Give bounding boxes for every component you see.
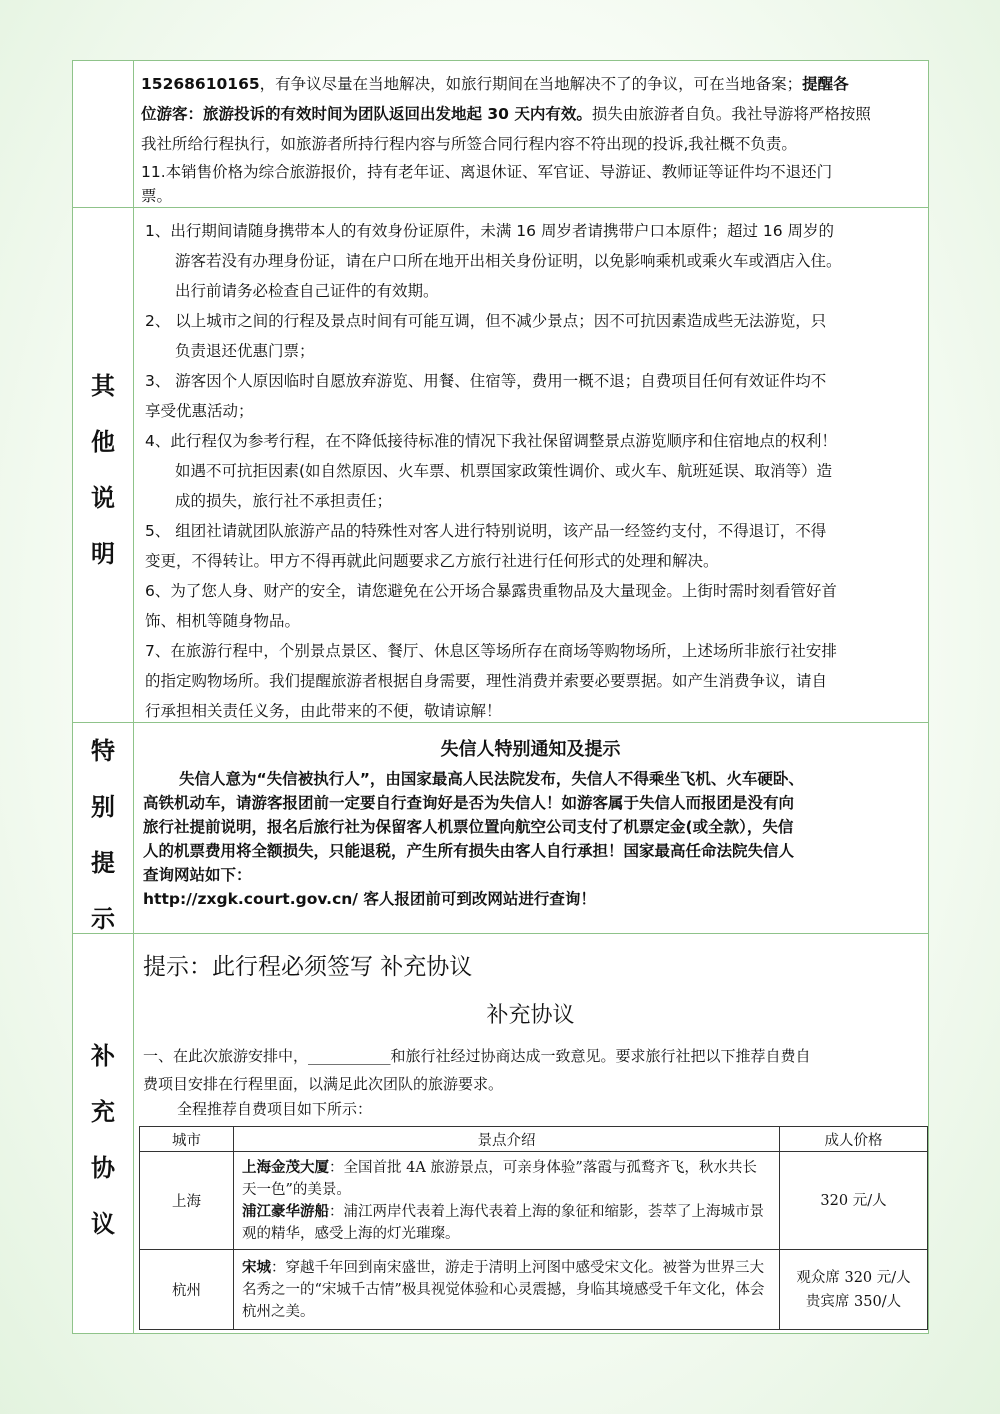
agreement-title: 补充协议	[486, 1003, 575, 1028]
note-line: 5、 组团社请就团队旅游产品的特殊性对客人进行特别说明，该产品一经签约支付，不得退订，不得	[145, 522, 827, 540]
price-line: 贵宾席 350/人	[805, 1293, 902, 1310]
header-description: 景点介绍	[234, 1127, 780, 1152]
label-char: 其	[91, 372, 115, 400]
note-line: 出行前请务必检查自己证件的有效期。	[175, 282, 439, 300]
intro-line: 费项目安排在行程里面，以满足此次团队的旅游要求。	[143, 1075, 504, 1093]
spot-name: 宋城	[242, 1259, 271, 1276]
spot-text: ：浦江两岸代表着上海代表着上海的象征和缩影，荟萃了上海城市景观的精华，感受上海的灯光璀璨。	[242, 1203, 764, 1242]
terms-line: 我社所给行程执行，如旅游者所持行程内容与所签合同行程内容不符出现的投诉,我社概不负责。	[141, 135, 797, 153]
header-city: 城市	[140, 1127, 234, 1152]
note-line: 的指定购物场所。我们提醒旅游者根据自身需要，理性消费并索要必要票据。如产生消费争议，请自	[145, 672, 828, 690]
note-line: 饰、相机等随身物品。	[145, 612, 301, 630]
note-line: 负责退还优惠门票；	[175, 342, 315, 360]
spot-text: ：穿越千年回到南宋盛世，游走于清明上河图中感受宋文化。被誉为世界三大名秀之一的“宋城千古情”极具视觉体验和心灵震撼，身临其境感受千年文化，体会杭州之美。	[242, 1259, 765, 1320]
table-row	[140, 1152, 928, 1250]
section-label	[73, 723, 134, 933]
spot-name: 上海金茂大厦	[242, 1159, 329, 1176]
section-content	[133, 934, 928, 1333]
note-line: 2、 以上城市之间的行程及景点时间有可能互调，但不减少景点；因不可抗因素造成些无法游览，只	[145, 312, 827, 330]
notice-line: 失信人意为“失信被执行人”，由国家最高人民法院发布，失信人不得乘坐飞机、火车硬卧、	[179, 770, 804, 788]
note-line: 享受优惠活动；	[145, 402, 254, 420]
label-char: 提	[91, 849, 115, 877]
city-cell: 上海	[140, 1152, 234, 1250]
section-special-notice	[72, 722, 929, 934]
agreement-tip: 提示：此行程必须签写 补充协议	[143, 954, 473, 980]
label-char: 协	[91, 1154, 115, 1182]
label-char: 充	[91, 1098, 115, 1126]
terms-line	[141, 99, 920, 129]
section-content	[133, 208, 928, 722]
note-line: 3、 游客因个人原因临时自愿放弃游览、用餐、住宿等，费用一概不退；自费项目任何有效证件均不	[145, 372, 827, 390]
intro-line: 一、在此次旅游安排中，___________和旅行社经过协商达成一致意见。要求旅行社把以下推荐自费自	[143, 1047, 811, 1065]
agreement-intro	[143, 1042, 918, 1098]
terms-text: ，有争议尽量在当地解决，如旅行期间在当地解决不了的争议，可在当地备案；	[259, 75, 803, 93]
price-cell: 320 元/人	[780, 1152, 928, 1250]
note-line: 成的损失，旅行社不承担责任；	[175, 492, 393, 510]
note-line: 变更，不得转让。甲方不得再就此问题要求乙方旅行社进行任何形式的处理和解决。	[145, 552, 719, 570]
label-char: 别	[91, 793, 115, 821]
note-line: 4、此行程仅为参考行程，在不降低接待标准的情况下我社保留调整景点游览顺序和住宿地点的权利！	[145, 432, 837, 450]
note-line: 7、在旅游行程中，个别景点景区、餐厅、休息区等场所存在商场等购物场所，上述场所非旅行社安排	[145, 642, 837, 660]
city-cell: 杭州	[140, 1250, 234, 1330]
terms-line: 11.本销售价格为综合旅游报价，持有老年证、离退休证、军官证、导游证、教师证等证件均不退还门	[141, 163, 833, 181]
notice-line: 查询网站如下：	[143, 866, 252, 884]
notice-title: 失信人特别通知及提示	[440, 739, 621, 760]
terms-line	[141, 69, 920, 99]
optional-items-table	[139, 1126, 928, 1330]
label-char: 明	[91, 540, 115, 568]
section-label	[73, 934, 134, 1333]
notice-line: 人的机票费用将全额损失，只能退税，产生所有损失由客人自行承担！国家最高任命法院失信人	[143, 842, 795, 860]
note-line: 如遇不可抗拒因素(如自然原因、火车票、机票国家政策性调价、或火车、航班延误、取消等）造	[175, 462, 833, 480]
label-char: 说	[91, 484, 115, 512]
section-supplementary-agreement	[72, 933, 929, 1334]
note-line: 游客若没有办理身份证，请在户口所在地开出相关身份证明，以免影响乘机或乘火车或酒店入住。	[175, 252, 842, 270]
table-header-row	[140, 1127, 928, 1152]
terms-text: 损失由旅游者自负。我社导游将严格按照	[591, 105, 871, 123]
terms-bold-text: 位游客：旅游投诉的有效时间为团队返回出发地起 30 天内有效。	[141, 105, 592, 123]
label-char: 议	[91, 1210, 115, 1238]
description-cell	[234, 1250, 780, 1330]
note-line: 1、出行期间请随身携带本人的有效身份证原件，未满 16 周岁者请携带户口本原件；超过 16 周岁的	[145, 222, 835, 240]
spot-text: ：全国首批 4A 旅游景点，可亲身体验”落霞与孤鹜齐飞，秋水共长天一色”的美景。	[242, 1159, 757, 1198]
section-content	[133, 61, 928, 207]
label-char: 特	[91, 737, 115, 765]
optional-items-title: 全程推荐自费项目如下所示：	[177, 1100, 373, 1118]
label-char: 示	[91, 905, 115, 933]
terms-bold-text: 提醒各	[802, 75, 849, 93]
notice-line: 高铁机动车，请游客报团前一定要自行查询好是否为失信人！如游客属于失信人而报团是没有向	[143, 794, 795, 812]
description-cell	[234, 1152, 780, 1250]
label-char: 他	[91, 428, 115, 456]
price-cell	[780, 1250, 928, 1330]
terms-line: 票。	[141, 187, 173, 205]
price-line: 观众席 320 元/人	[796, 1269, 911, 1286]
section-label	[73, 208, 134, 722]
notice-url-line: http://zxgk.court.gov.cn/ 客人报团前可到改网站进行查询！	[143, 890, 596, 908]
section-content	[133, 723, 928, 933]
section-label-empty	[73, 61, 134, 207]
section-other-notes	[72, 207, 929, 723]
label-char: 补	[91, 1042, 115, 1070]
note-line: 行承担相关责任义务，由此带来的不便，敬请谅解！	[145, 702, 502, 720]
note-line: 6、为了您人身、财产的安全，请您避免在公开场合暴露贵重物品及大量现金。上街时需时刻看管好首	[145, 582, 837, 600]
header-price: 成人价格	[780, 1127, 928, 1152]
notice-line: 旅行社提前说明，报名后旅行社为保留客人机票位置向航空公司支付了机票定金(或全款），失信	[143, 818, 794, 836]
phone-number: 15268610165	[141, 75, 260, 93]
spot-name: 浦江豪华游船	[242, 1203, 329, 1220]
table-row	[140, 1250, 928, 1330]
section-terms-continued	[72, 60, 929, 208]
